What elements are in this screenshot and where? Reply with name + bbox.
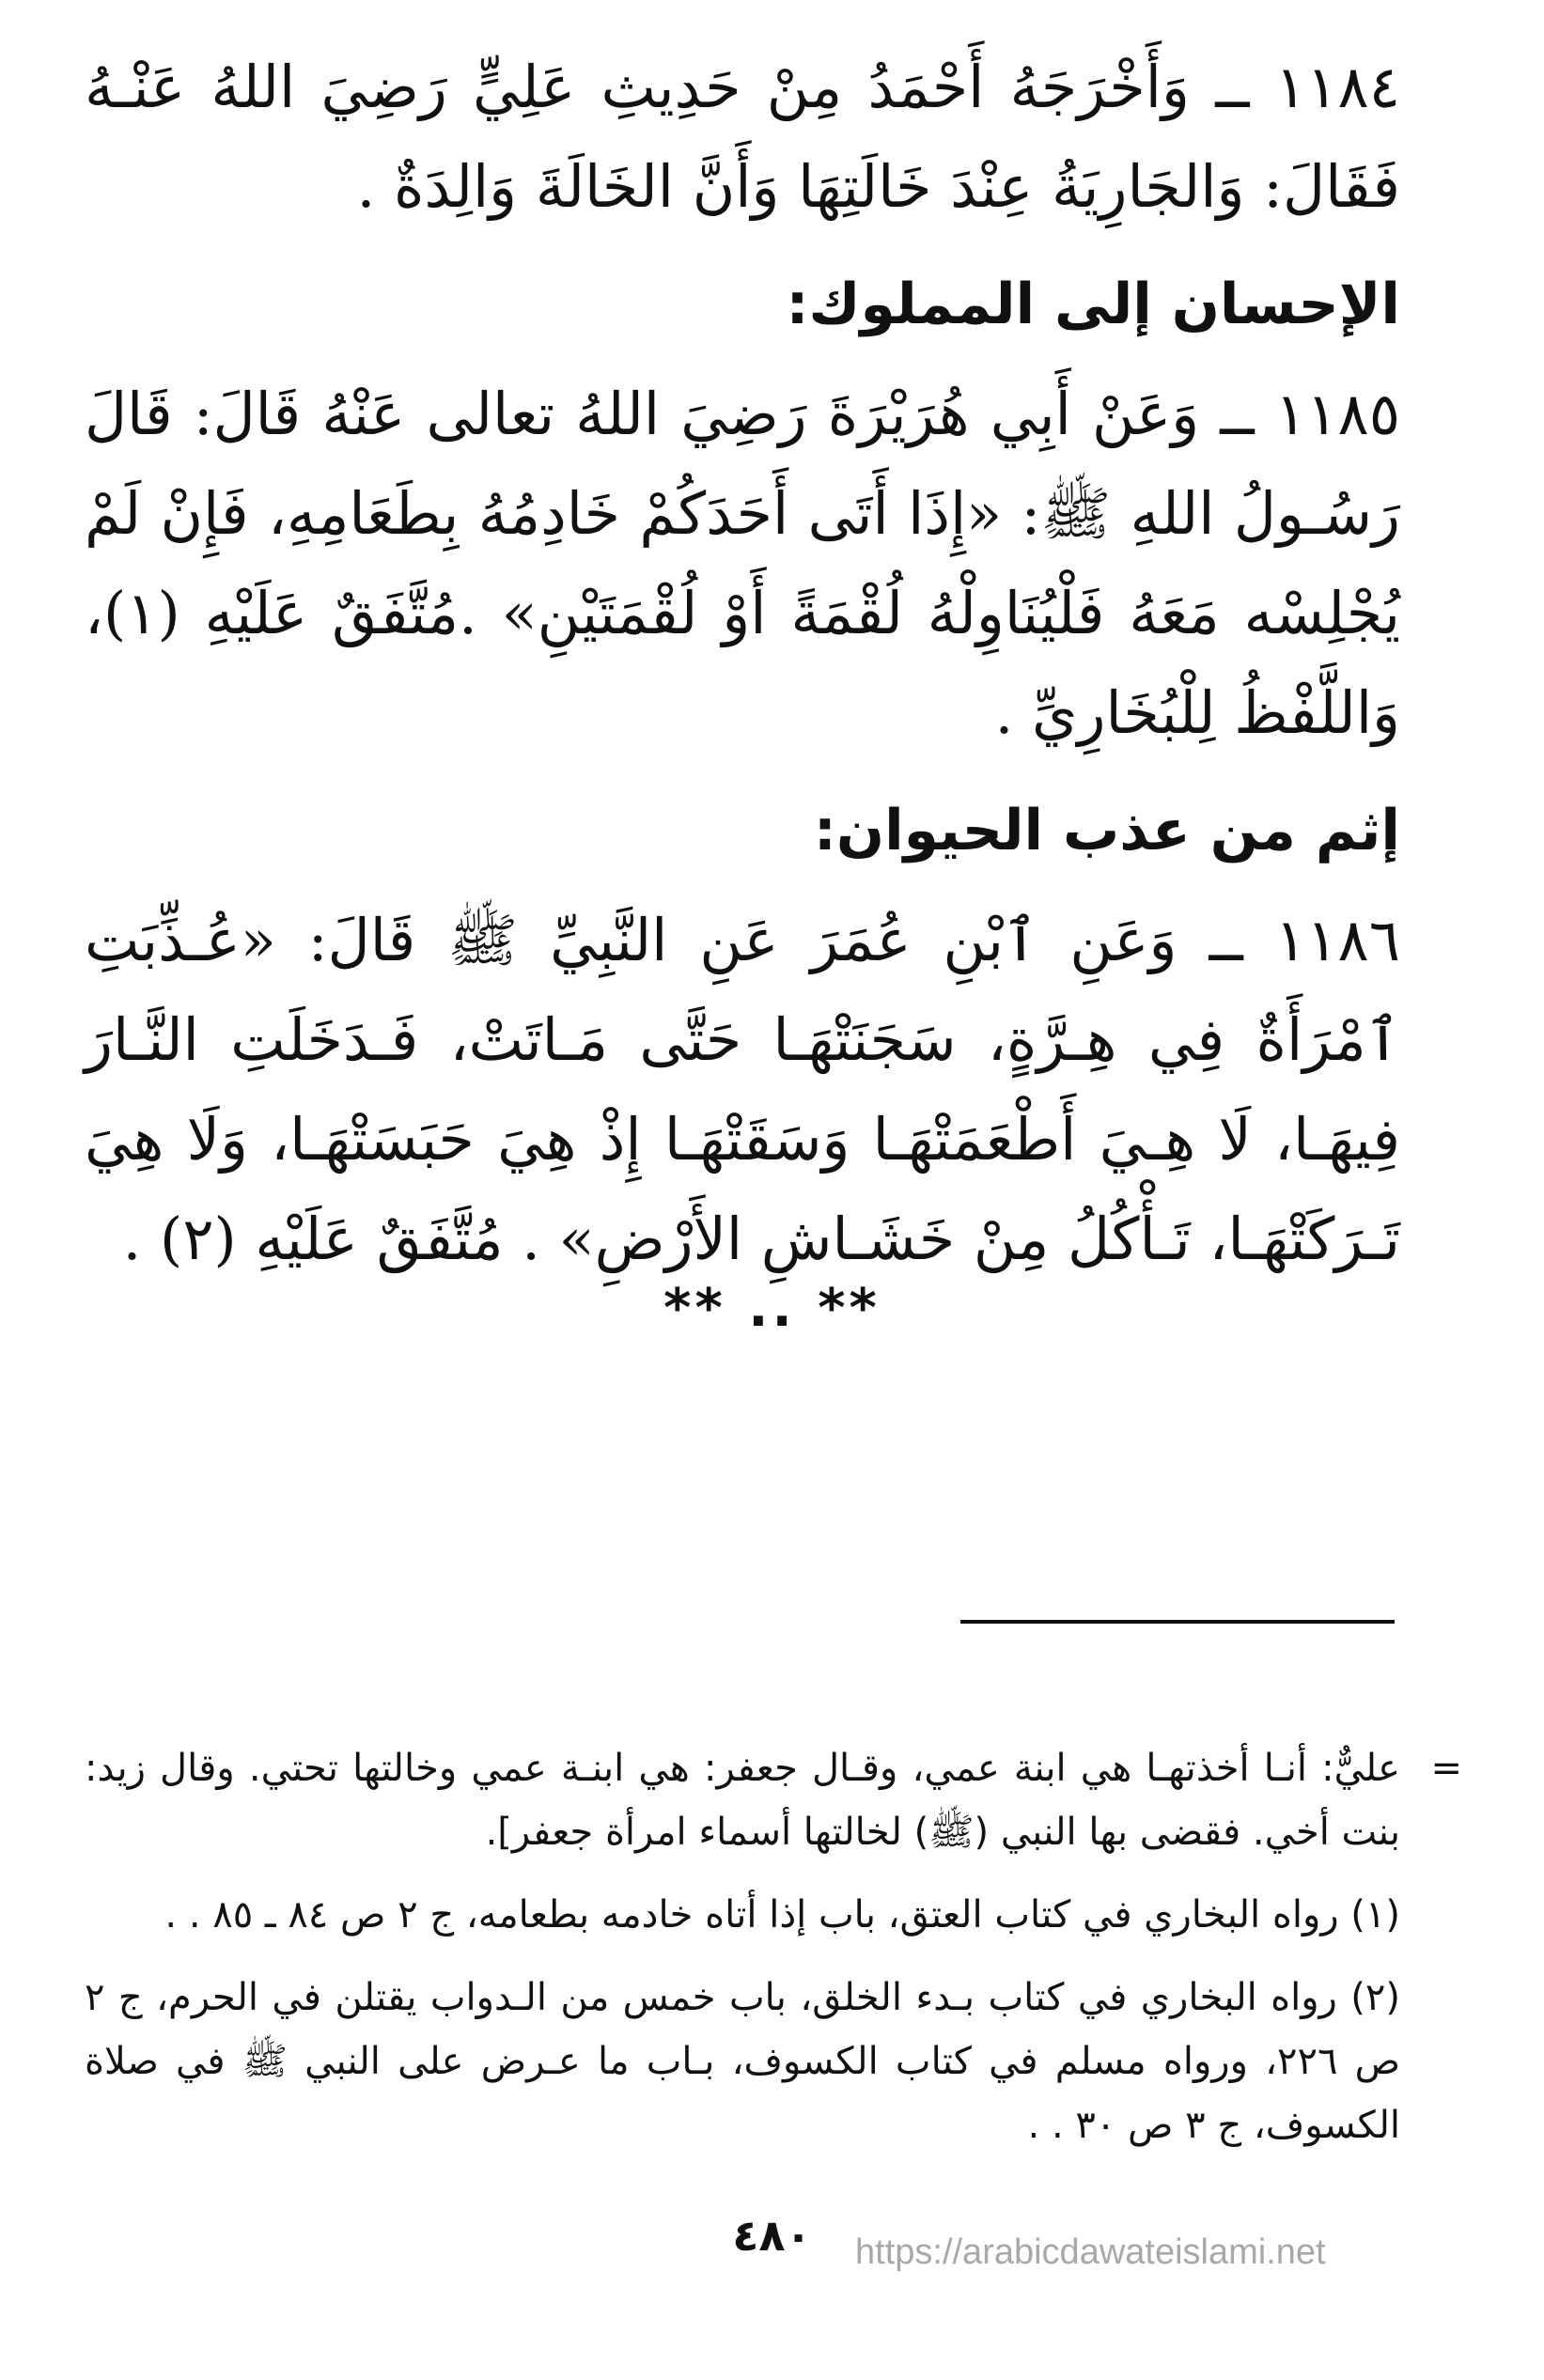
footnotes bbox=[85, 1736, 1462, 2176]
page-number: ٤٨٠ bbox=[732, 2210, 812, 2261]
footnote-divider bbox=[960, 1620, 1395, 1624]
hadith-1186: ١١٨٦ ــ وَعَنِ ٱبْنِ عُمَرَ عَنِ النَّبِيِّ ﷺ قَالَ: «عُـذِّبَتِ ٱمْرَأَةٌ فِي هِـرَّةٍ، سَجَنَتْهَـا حَتَّى مَـاتَتْ، فَـدَخَلَتِ النَّـارَ فِيهَـا، لَا هِـيَ أَطْعَمَتْهَـا وَسَقَتْهَـا إِذْ هِيَ حَبَسَتْهَـا، وَلَا هِيَ تَـرَكَتْهَـا، تَـأْكُلُ مِنْ خَشَـاشِ الأَرْضِ» . مُتَّفَقٌ عَلَيْهِ (٢) . bbox=[85, 906, 1400, 1273]
footnote-continuation bbox=[85, 1736, 1462, 1864]
main-text bbox=[85, 38, 1400, 1289]
hadith-1184: ١١٨٤ ــ وَأَخْرَجَهُ أَحْمَدُ مِنْ حَدِيثِ عَلِيٍّ رَضِيَ اللهُ عَنْـهُ فَقَالَ: وَالجَارِيَةُ عِنْدَ خَالَتِهَا وَأَنَّ الخَالَةَ وَالِدَةٌ . bbox=[85, 53, 1400, 221]
continuation-marker: = bbox=[1430, 1747, 1462, 1790]
footnote-1: (١) رواه البخاري في كتاب العتق، باب إذا أتاه خادمه بطعامه، ج ٢ ص ٨٤ ـ ٨٥ . . bbox=[164, 1893, 1400, 1937]
watermark-url: https://arabicdawateislami.net bbox=[855, 2232, 1326, 2272]
section-separator: ** .. ** bbox=[663, 1278, 881, 1339]
section-heading-animal-cruelty: إثم من عذب الحيوان: bbox=[813, 798, 1400, 863]
section-heading-kindness-to-slaves: الإحسان إلى المملوك: bbox=[786, 272, 1400, 337]
hadith-1185: ١١٨٥ ــ وَعَنْ أَبِي هُرَيْرَةَ رَضِيَ اللهُ تعالى عَنْهُ قَالَ: قَالَ رَسُـولُ اللهِ ﷺ: «إِذَا أَتَى أَحَدَكُمْ خَادِمُهُ بِطَعَامِهِ، فَإِنْ لَمْ يُجْلِسْه مَعَهُ فَلْيُنَاوِلْهُ لُقْمَةً أَوْ لُقْمَتَيْنِ» .مُتَّفَقٌ عَلَيْهِ (١)، وَاللَّفْظُ لِلْبُخَارِيِّ . bbox=[85, 380, 1400, 747]
footnote-continuation-text: عليٌّ: أنـا أخذتهـا هي ابنة عمي، وقـال جعفر: هي ابنـة عمي وخالتها تحتي. وقال زيد: بنت أخي. فقضى بها النبي (ﷺ) لخالتها أسماء امرأة جعفر]. bbox=[85, 1747, 1400, 1854]
footnote-2: (٢) رواه البخاري في كتاب بـدء الخلق، باب خمس من الـدواب يقتلن في الحرم، ج ٢ ص ٢٢٦، ورواه مسلم في كتاب الكسوف، بـاب ما عـرض على النبي ﷺ في صلاة الكسوف، ج ٣ ص ٣٠ . . bbox=[85, 1976, 1400, 2147]
